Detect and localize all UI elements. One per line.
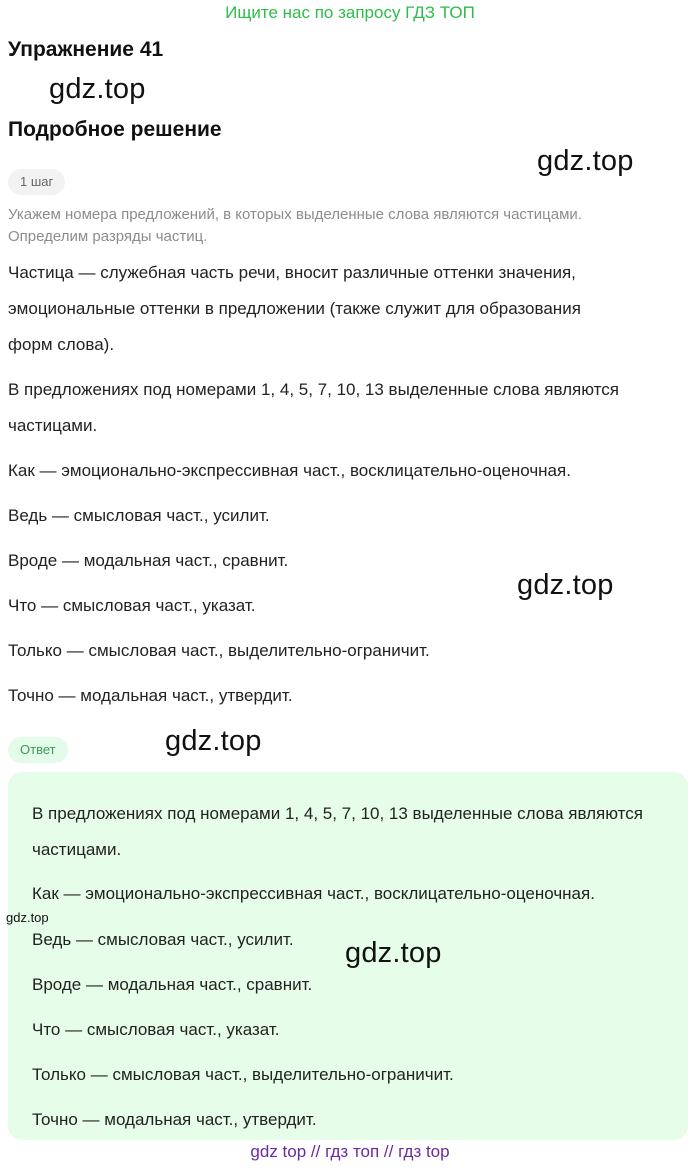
solution-line: эмоциональные оттенки в предложении (также служит для образования xyxy=(8,299,581,318)
answer-line: Вроде — модальная част., сравнит. xyxy=(32,975,313,994)
answer-line: Точно — модальная част., утвердит. xyxy=(32,1110,317,1129)
watermark: gdz.top xyxy=(6,910,49,925)
solution-line: форм слова). xyxy=(8,335,115,354)
solution-line: Частица — служебная часть речи, вносит различные оттенки значения, xyxy=(8,263,576,282)
watermark: gdz.top xyxy=(165,725,262,757)
watermark: gdz.top xyxy=(49,73,146,105)
answer-line: частицами. xyxy=(32,840,122,859)
solution-line: В предложениях под номерами 1, 4, 5, 7, 10, 13 выделенные слова являются xyxy=(8,380,619,399)
answer-line: Как — эмоционально-экспрессивная част., восклицательно-оценочная. xyxy=(32,884,595,903)
page-title: Упражнение 41 xyxy=(8,38,164,61)
solution-line: Вроде — модальная част., сравнит. xyxy=(8,551,289,570)
task-hint xyxy=(8,204,688,248)
answer-line: Что — смысловая част., указат. xyxy=(32,1020,280,1039)
solution-line: Что — смысловая част., указат. xyxy=(8,596,256,615)
answer-badge: Ответ xyxy=(8,737,68,763)
hint-line: Определим разряды частиц. xyxy=(8,228,208,245)
search-banner[interactable]: Ищите нас по запросу ГДЗ ТОП xyxy=(225,3,475,22)
solution-line: частицами. xyxy=(8,416,98,435)
hint-line: Укажем номера предложений, в которых выделенные слова являются частицами. xyxy=(8,206,582,223)
solution-line: Точно — модальная част., утвердит. xyxy=(8,686,293,705)
solution-line: Как — эмоционально-экспрессивная част., восклицательно-оценочная. xyxy=(8,461,571,480)
answer-line: Ведь — смысловая част., усилит. xyxy=(32,930,294,949)
watermark: gdz.top xyxy=(537,145,634,177)
footer-links[interactable]: gdz top // гдз топ // гдз top xyxy=(250,1142,450,1161)
watermark: gdz.top xyxy=(517,569,614,601)
solution-line: Только — смысловая част., выделительно-ограничит. xyxy=(8,641,430,660)
watermark: gdz.top xyxy=(345,937,442,969)
answer-line: Только — смысловая част., выделительно-ограничит. xyxy=(32,1065,454,1084)
solution-line: Ведь — смысловая част., усилит. xyxy=(8,506,270,525)
section-title: Подробное решение xyxy=(8,118,222,141)
step-badge: 1 шаг xyxy=(8,169,65,195)
answer-line: В предложениях под номерами 1, 4, 5, 7, 10, 13 выделенные слова являются xyxy=(32,804,643,823)
